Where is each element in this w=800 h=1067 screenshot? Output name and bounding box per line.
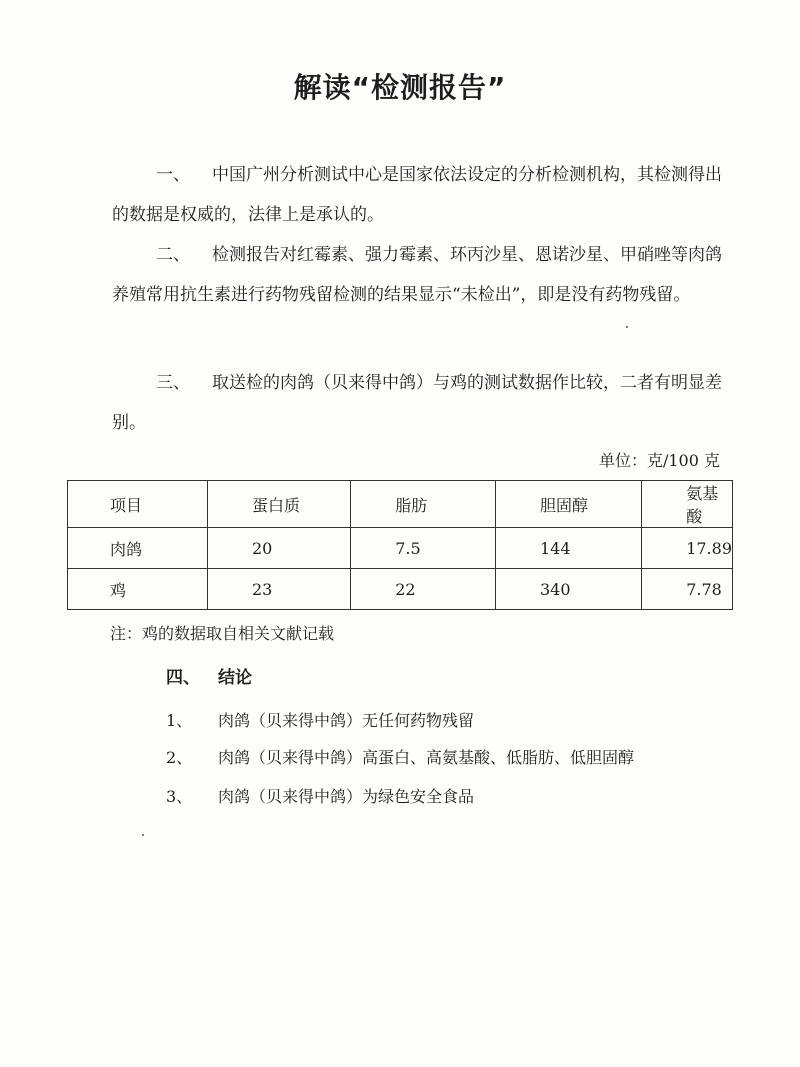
- conclusion-text: 肉鸽（贝来得中鸽）为绿色安全食品: [218, 787, 475, 806]
- paragraph-number: 三、: [156, 373, 190, 393]
- conclusion-item-1: [166, 708, 474, 731]
- table-header-cell: 脂肪: [351, 481, 496, 528]
- table-cell: 23: [207, 569, 350, 610]
- conclusion-number: 1、: [166, 711, 193, 730]
- scan-speck: [626, 326, 628, 328]
- table-header-cell: 蛋白质: [207, 481, 350, 528]
- paragraph-1: [112, 155, 722, 235]
- section-title: 结论: [218, 668, 252, 688]
- table-cell: 17.89: [642, 528, 733, 569]
- table-cell: 340: [495, 569, 641, 610]
- paragraph-number: 一、: [156, 165, 190, 185]
- table-header-cell: 胆固醇: [495, 481, 641, 528]
- table-row: [68, 528, 733, 569]
- table-header-row: [68, 481, 733, 528]
- paragraph-3: [112, 363, 722, 443]
- table-header-cell: 项目: [68, 481, 208, 528]
- conclusion-text: 肉鸽（贝来得中鸽）无任何药物残留: [218, 711, 475, 730]
- conclusion-item-2: [166, 745, 634, 768]
- paragraph-text: 中国广州分析测试中心是国家依法设定的分析检测机构，其检测得出的数据是权威的，法律上是承认的。: [112, 165, 722, 225]
- paragraph-2: [112, 235, 722, 315]
- scan-speck: [142, 834, 144, 836]
- conclusion-number: 2、: [166, 748, 193, 767]
- paragraph-number: 二、: [156, 245, 190, 265]
- paragraph-text: 取送检的肉鸽（贝来得中鸽）与鸡的测试数据作比较，二者有明显差别。: [112, 373, 722, 433]
- table-header-cell: 氨基酸: [642, 481, 733, 528]
- table-cell: 144: [495, 528, 641, 569]
- conclusion-text: 肉鸽（贝来得中鸽）高蛋白、高氨基酸、低脂肪、低胆固醇: [218, 748, 635, 767]
- table-note: 注：鸡的数据取自相关文献记载: [110, 624, 335, 643]
- conclusion-item-3: [166, 784, 474, 807]
- table-row: [68, 569, 733, 610]
- document-title: 解读“检测报告”: [293, 71, 507, 104]
- unit-label: 单位：克/100 克: [598, 451, 720, 470]
- table-cell: 鸡: [68, 569, 208, 610]
- table-cell: 7.78: [642, 569, 733, 610]
- table-cell: 20: [207, 528, 350, 569]
- table-cell: 7.5: [351, 528, 496, 569]
- table-cell: 肉鸽: [68, 528, 208, 569]
- section-4-heading: [166, 663, 252, 688]
- paragraph-text: 检测报告对红霉素、强力霉素、环丙沙星、恩诺沙星、甲硝唑等肉鸽养殖常用抗生素进行药物残留检测的结果显示“未检出”，即是没有药物残留。: [112, 245, 722, 305]
- conclusion-number: 3、: [166, 787, 193, 806]
- section-number: 四、: [166, 668, 200, 688]
- comparison-table: [67, 480, 733, 610]
- table-cell: 22: [351, 569, 496, 610]
